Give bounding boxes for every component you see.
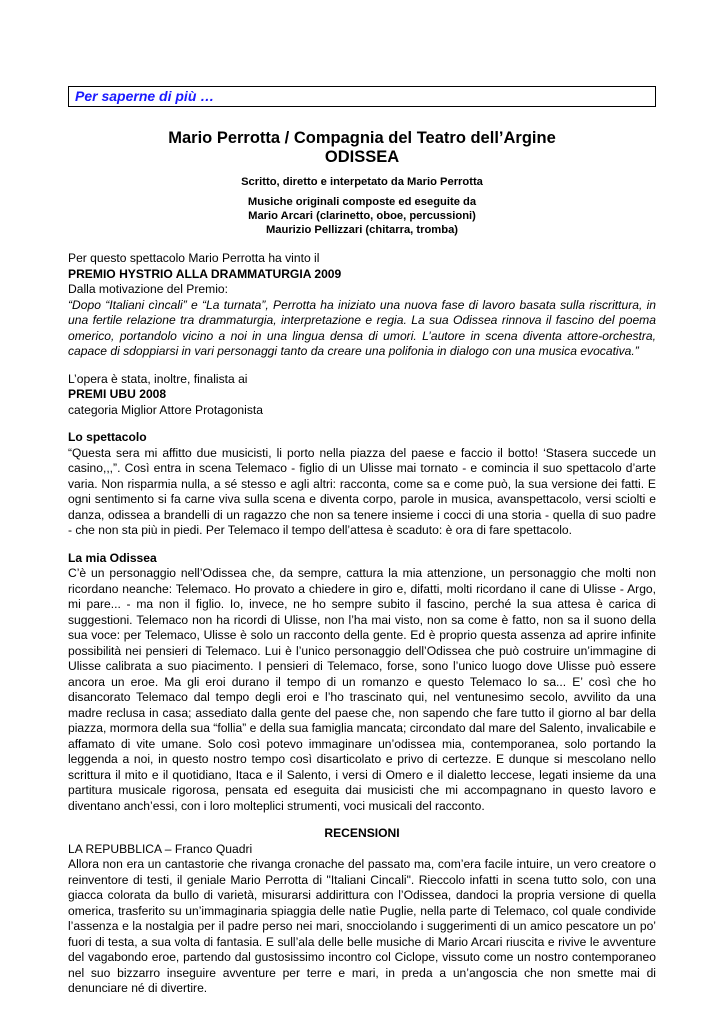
title-line-1: Mario Perrotta / Compagnia del Teatro dell’Argine (168, 129, 556, 147)
spettacolo-heading: Lo spettacolo (68, 430, 147, 444)
credits-music-line-1: Musiche originali composte ed eseguite da (247, 196, 477, 208)
prize-quote: “Dopo “Italiani cìncali” e “La turnata”, Perrotta ha iniziato una nuova fase di lavoro basata sulla riscrittura, in una fertile relazione tra drammaturgia, interpretazione e regia. La sua Odissea rinnova il fascino del poema omerico, portandolo vicino a noi in una lingua densa di umori. L’autore in scena diventa attore-orchestra, capace di sdoppiarsi in vari personaggi tanto da creare una polifonia in dialogo con una musica evocativa.” (68, 297, 656, 358)
recensioni-source: LA REPUBBLICA – Franco Quadri (68, 841, 253, 856)
credits (68, 175, 656, 237)
ubu-section (68, 372, 656, 419)
title-line-2: ODISSEA (324, 148, 400, 166)
spettacolo-text: “Questa sera mi affitto due musicisti, li porto nella piazza del paese e faccio il botto! ‘Stasera succede un casino,,,”. Così entra in scena Telemaco - figlio di un Ulisse mai tornato - e comincia il suo spettacolo d’arte varia. Non risparmia nulla, a sé stesso e agli altri: racconta, come sa e come può, la sua versione dei fatti. E ogni sentimento si fa carne viva sulla scena e diventa corpo, parole in musica, avanspettacolo, versi sciolti e danza, odissea a brandelli di un ragazzo che non sa tenere insieme i cocci di una storia - quella di suo padre - che non sta più in piedi. Per Telemaco il tempo dell’attesa è scaduto: è ora di fare spettacolo. (68, 445, 656, 537)
credits-written: Scritto, diretto e interpetato da Mario Perrotta (241, 176, 483, 188)
prize-name: PREMIO HYSTRIO ALLA DRAMMATURGIA 2009 (68, 266, 342, 281)
ubu-category: categoria Miglior Attore Protagonista (68, 402, 263, 417)
mia-odissea-section (68, 551, 656, 815)
header-box-label: Per saperne di più … (75, 88, 215, 104)
mia-odissea-text: C’è un personaggio nell’Odissea che, da sempre, cattura la mia attenzione, un personaggio che molti non ricordano neanche: Telemaco. Ho provato a chiedere in giro e, difatti, molti ricordano il cane di Ulisse - Argo, mi pare... - ma non il figlio. Io, invece, ne ho sempre subito il fascino, perché la sua attesa è carica di suggestioni. Telemaco non ha ricordi di Ulisse, non l’ha mai visto, non sa come è fatto, non sa il suono della sua voce: per Telemaco, Ulisse è solo un racconto della gente. Ed è proprio questa assenza ad aprire infinite possibilità nei pensieri di Telemaco. Lui è l’unico personaggio dell’Odissea che può costruire un’immagine di Ulisse calibrata a suo piacimento. I pensieri di Telemaco, forse, sono l’unico luogo dove Ulisse può essere ancora un eroe. Ma gli eroi durano il tempo di un romanzo e questo Telemaco lo sa... E’ così che ho disancorato Telemaco dal tempo degli eroi e l’ho trascinato qui, nel ventunesimo secolo, avvilito da una madre reclusa in casa; assediato dalla gente del paese che, non sapendo che fare tutto il giorno al bar della piazza, mormora della sua “follia” e della sua famiglia mancata; circondato dal mare del Salento, invalicabile e affamato di vite umane. Solo così potevo immaginare un’odissea mia, contemporanea, solo portando la leggenda a noi, in questo nostro tempo così disarticolato e privo di certezze. E dunque si mescolano nello scrittura il mito e il quotidiano, Itaca e il Salento, i versi di Omero e il dialetto leccese, legati insieme da una partitura musicale rigorosa, pensata ed eseguita dai musicisti che mi accompagnano in questo lavoro e diventano anch’essi, con i loro molteplici strumenti, voci musicali del racconto. (68, 566, 656, 813)
ubu-intro: L’opera è stata, inoltre, finalista ai (68, 371, 248, 386)
ubu-name: PREMI UBU 2008 (68, 387, 167, 401)
prize-section (68, 251, 656, 360)
recensioni-section (68, 826, 656, 997)
spettacolo-section (68, 430, 656, 539)
header-box (68, 86, 656, 107)
recensioni-heading: RECENSIONI (324, 826, 400, 840)
document-title (68, 129, 656, 167)
prize-motivation-label: Dalla motivazione del Premio: (68, 282, 228, 296)
credits-music-line-2: Mario Arcari (clarinetto, oboe, percussioni) (248, 210, 476, 222)
recensioni-text: Allora non era un cantastorie che rivanga cronache del passato ma, com’era facile intuire, un vero creatore o reinventore di testi, il geniale Mario Perrotta di "Italiani Cincali". Rieccolo infatti in scena tutto solo, con una giacca colorata da bullo di varietà, misurarsi addirittura con l’Odissea, dandoci la propria versione di quella omerica, trasferito su un’immaginaria spiaggia delle natìe Puglie, nella parte di Telemaco, col quale condivide l’assenza e la nostalgia per il padre perso nei mari, snocciolando i suggerimenti di un amico pescatore un po’ fuori di testa, a sua volta di fantasia. E sull’ala delle belle musiche di Mario Arcari riuscita e rivive le avventure del vagabondo eroe, partendo dal gustosissimo incontro col Ciclope, vissuto come un nostro contemporaneo nel suo bizzarro inseguire avventure per terre e mari, in preda a un’angoscia che non smette mai di denunciare né di divertire. (68, 857, 656, 995)
mia-odissea-heading: La mia Odissea (68, 550, 157, 565)
credits-music-line-3: Maurizio Pellizzari (chitarra, tromba) (265, 224, 459, 236)
document-page (68, 86, 656, 997)
prize-intro: Per questo spettacolo Mario Perrotta ha vinto il (68, 251, 320, 265)
